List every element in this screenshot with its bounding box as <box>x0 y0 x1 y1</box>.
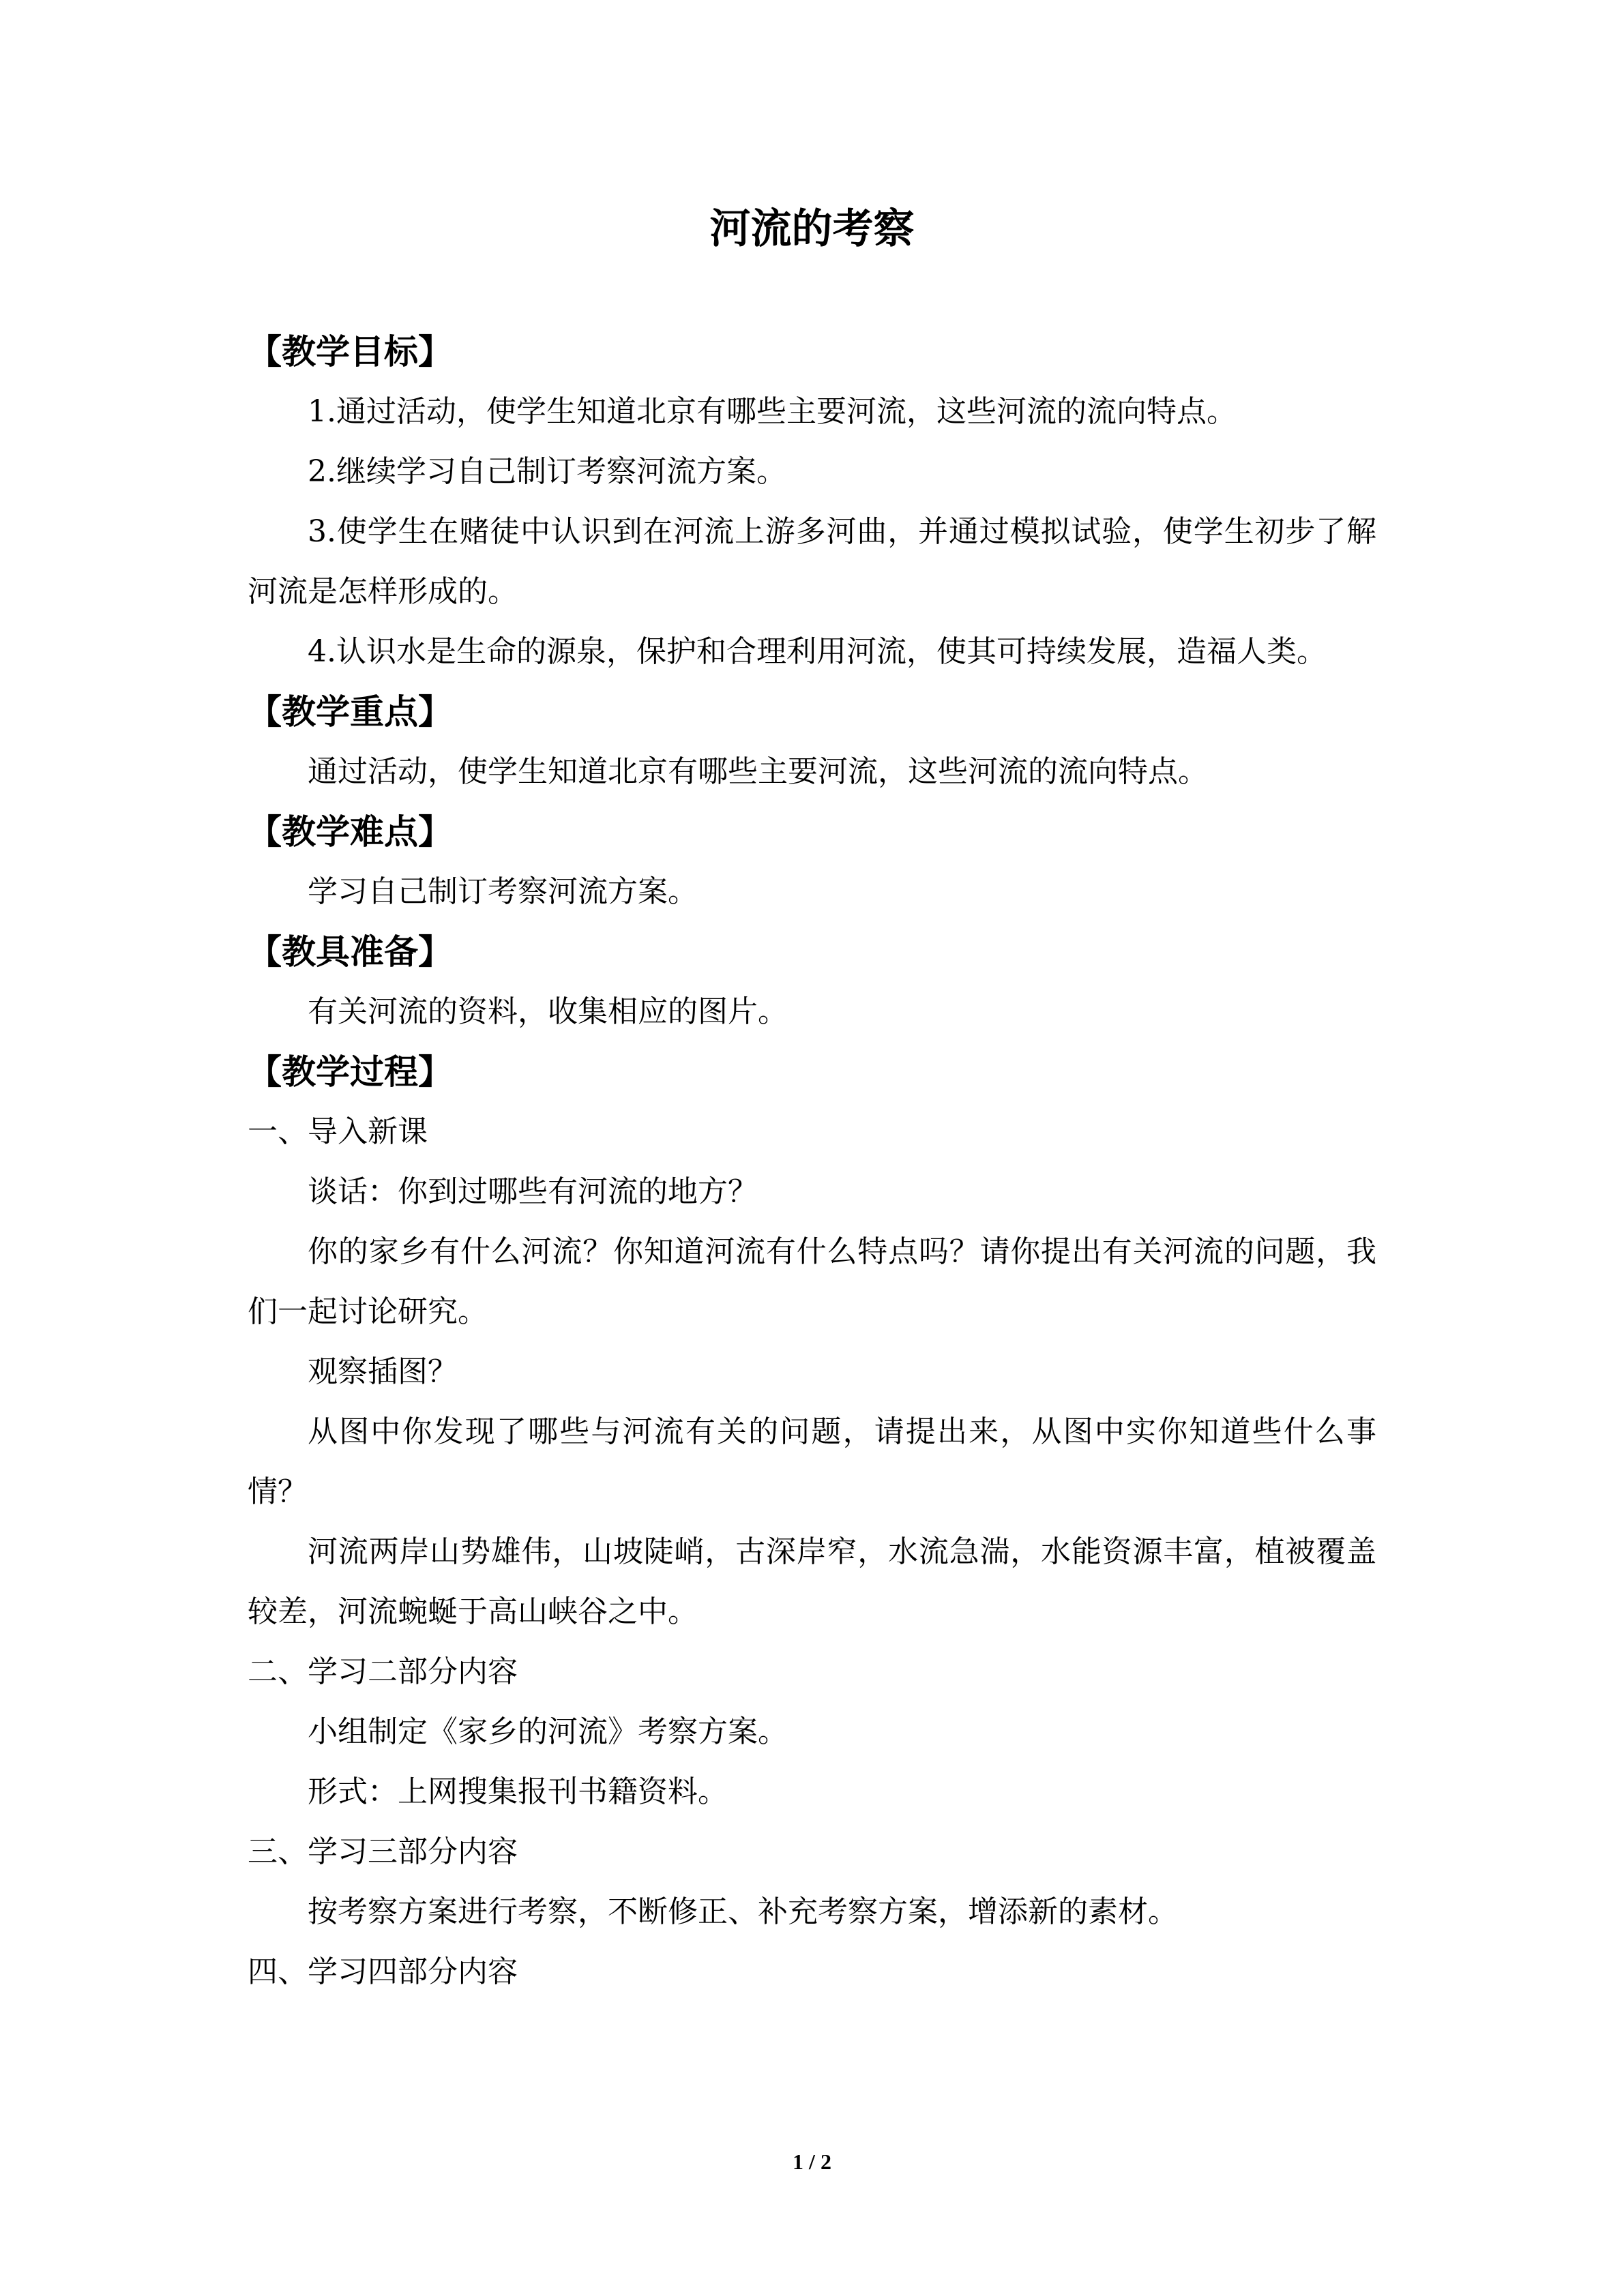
process-part1-paragraph: 观察插图？ <box>308 1354 458 1389</box>
page-number: 1 / 2 <box>793 2149 831 2174</box>
section-heading-process: 【教学过程】 <box>248 1052 452 1092</box>
process-part2-paragraph: 形式：上网搜集报刊书籍资料。 <box>308 1774 728 1809</box>
process-part3-paragraph: 按考察方案进行考察，不断修正、补充考察方案，增添新的素材。 <box>308 1894 1178 1929</box>
process-part4-heading: 四、学习四部分内容 <box>248 1954 518 1989</box>
process-part1-paragraph: 谈话：你到过哪些有河流的地方？ <box>308 1174 758 1209</box>
section-heading-difficulties: 【教学难点】 <box>248 812 452 852</box>
page-title: 河流的考察 <box>709 205 915 253</box>
section-heading-key-points: 【教学重点】 <box>248 692 452 732</box>
process-part3-heading: 三、学习三部分内容 <box>248 1834 518 1869</box>
process-part2-paragraph: 小组制定《家乡的河流》考察方案。 <box>308 1714 788 1749</box>
section-heading-objectives: 【教学目标】 <box>248 332 452 372</box>
document-body <box>248 322 1376 2002</box>
materials-text: 有关河流的资料，收集相应的图片。 <box>308 994 788 1029</box>
process-part2-heading: 二、学习二部分内容 <box>248 1654 518 1689</box>
difficulties-text: 学习自己制订考察河流方案。 <box>308 874 698 909</box>
key-points-text: 通过活动，使学生知道北京有哪些主要河流，这些河流的流向特点。 <box>308 754 1208 789</box>
section-heading-materials: 【教具准备】 <box>248 932 452 972</box>
objective-item-4: 4.认识水是生命的源泉，保护和合理利用河流，使其可持续发展，造福人类。 <box>308 634 1327 669</box>
process-part1-paragraph: 你的家乡有什么河流？你知道河流有什么特点吗？请你提出有关河流的问题，我们一起讨论研究。 <box>248 1234 1376 1329</box>
process-part1-heading: 一、导入新课 <box>248 1114 428 1149</box>
process-part1-paragraph: 从图中你发现了哪些与河流有关的问题，请提出来，从图中实你知道些什么事情？ <box>248 1414 1376 1509</box>
objective-item-2: 2.继续学习自己制订考察河流方案。 <box>308 454 786 489</box>
objective-item-3: 3.使学生在赌徒中认识到在河流上游多河曲，并通过模拟试验，使学生初步了解河流是怎样形成的。 <box>248 514 1376 609</box>
objective-item-1: 1.通过活动，使学生知道北京有哪些主要河流，这些河流的流向特点。 <box>308 394 1237 429</box>
process-part1-paragraph: 河流两岸山势雄伟，山坡陡峭，古深岸窄，水流急湍，水能资源丰富，植被覆盖较差，河流蜿蜒于高山峡谷之中。 <box>248 1534 1376 1629</box>
